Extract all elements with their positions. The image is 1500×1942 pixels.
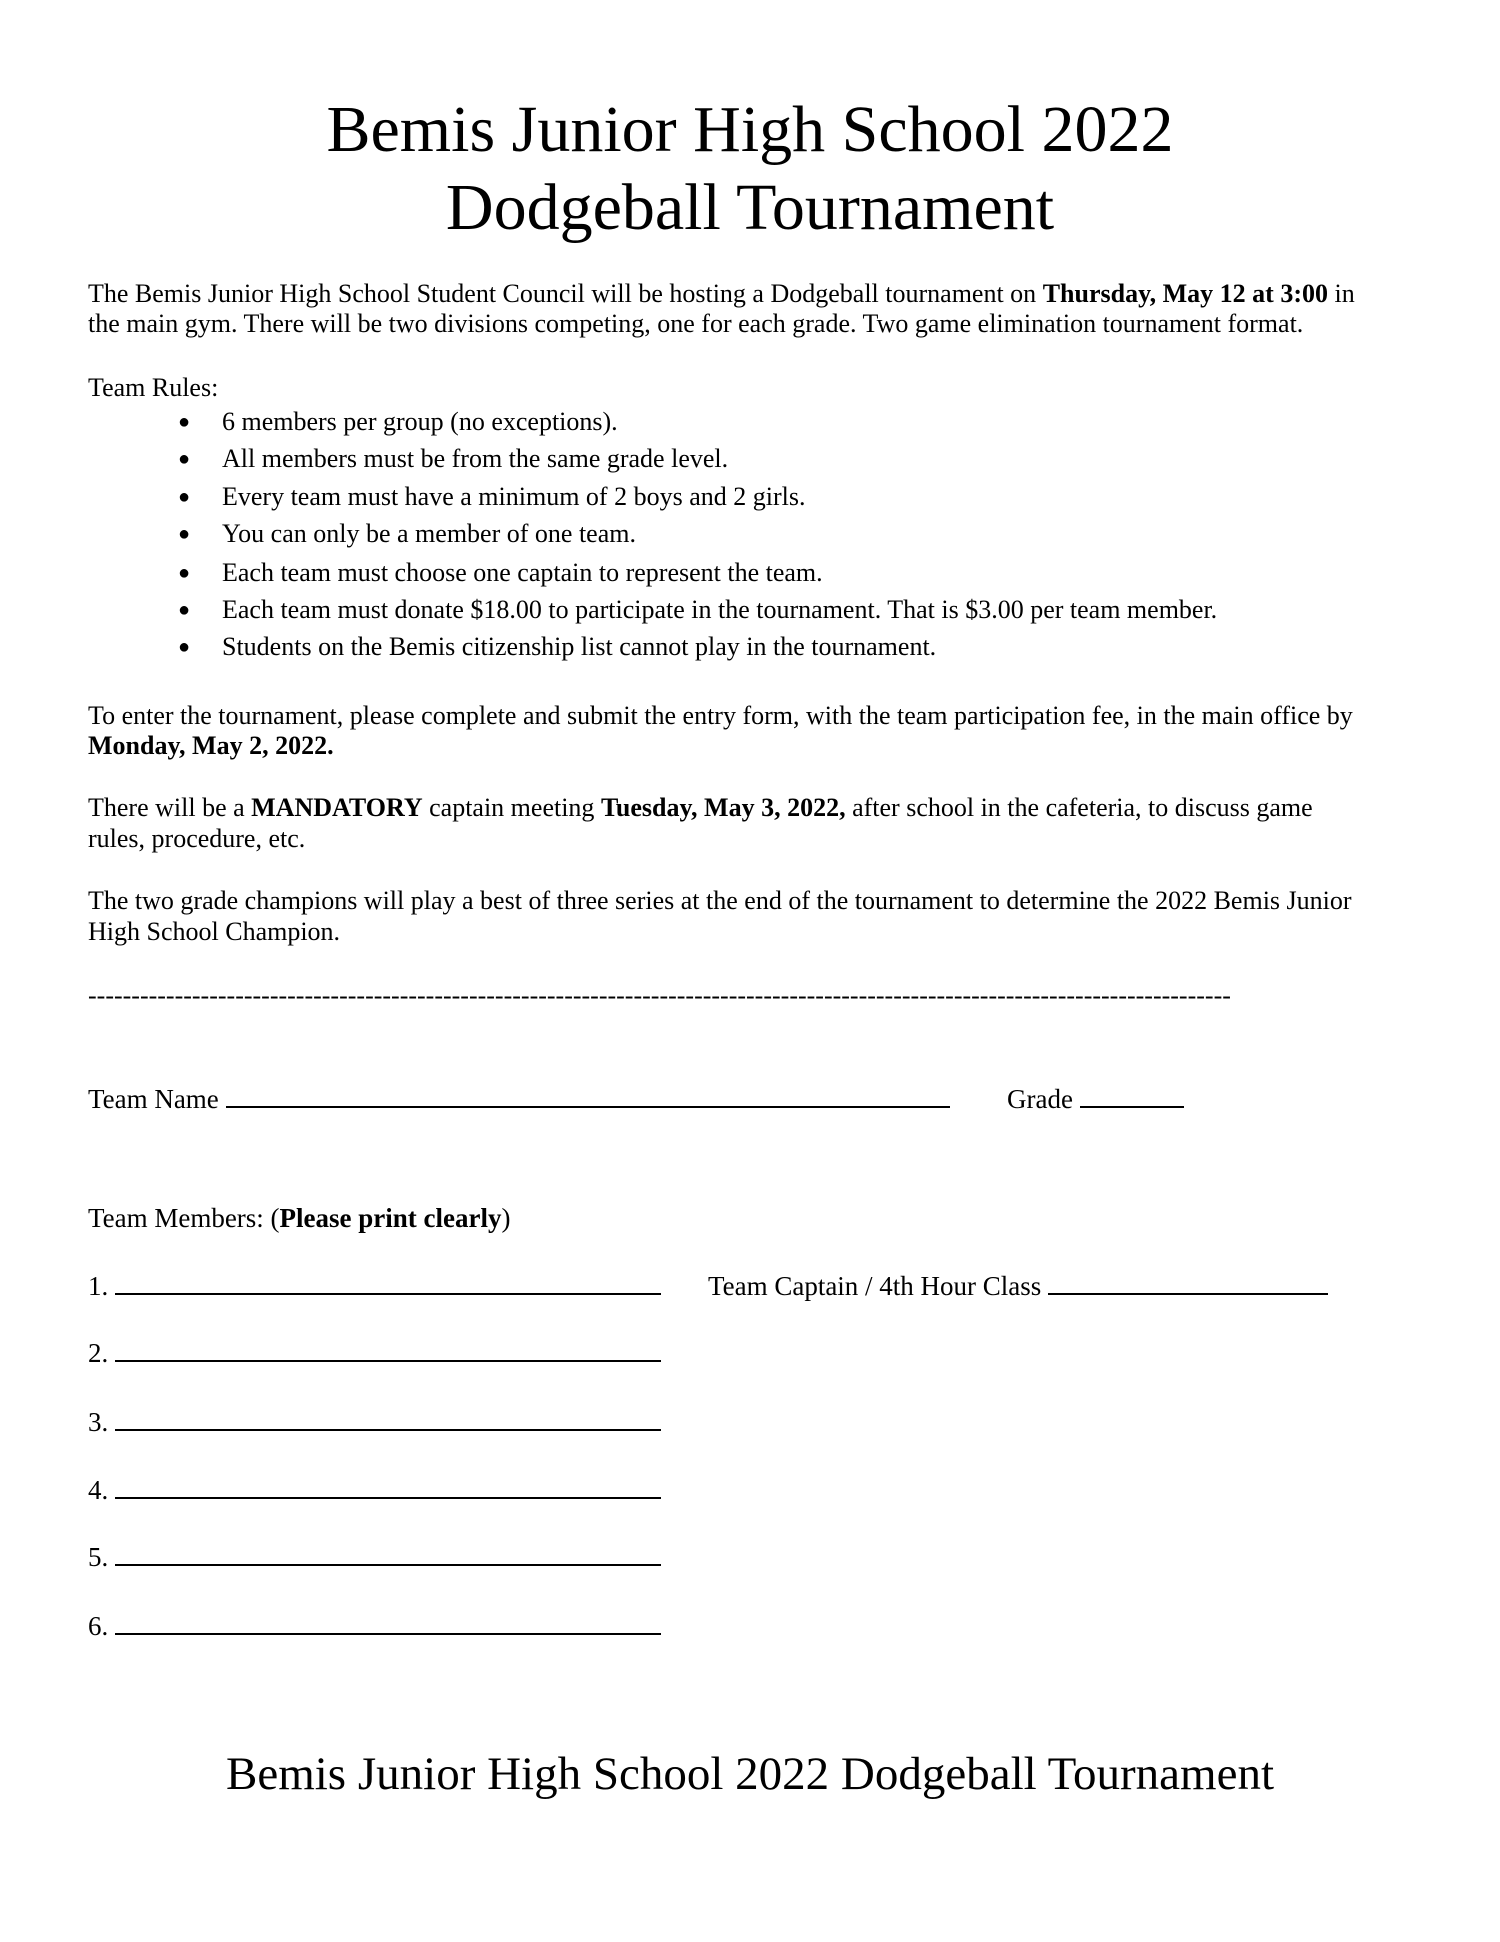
bullet-icon: ● (178, 599, 191, 621)
rule-item: Each team must choose one captain to represent the team. (222, 558, 823, 587)
title-line-1: Bemis Junior High School 2022 (326, 93, 1174, 166)
intro-text: in (1328, 279, 1355, 308)
member-row-2 (88, 1336, 661, 1370)
team-name-row (88, 1082, 950, 1116)
meeting-text: captain meeting (422, 793, 601, 822)
meeting-mandatory: MANDATORY (251, 793, 423, 822)
member-number: 1. (88, 1271, 109, 1301)
member-field[interactable] (115, 1269, 661, 1295)
intro-line-1 (88, 279, 1355, 309)
champions-line-2: High School Champion. (88, 917, 341, 946)
rule-item: Students on the Bemis citizenship list cannot play in the tournament. (222, 632, 937, 661)
entry-deadline: Monday, May 2, 2022. (88, 731, 334, 760)
grade-label: Grade (1007, 1084, 1073, 1114)
members-label-bold: Please print clearly (279, 1203, 502, 1233)
bullet-icon: ● (178, 562, 191, 584)
entry-line-1: To enter the tournament, please complete and submit the entry form, with the team participation fee, in the main office by (88, 701, 1353, 730)
rule-item: All members must be from the same grade level. (222, 444, 729, 473)
member-field[interactable] (115, 1405, 661, 1431)
members-label-text: Team Members: ( (88, 1203, 280, 1233)
member-field[interactable] (115, 1473, 661, 1499)
meeting-text: after school in the cafeteria, to discuss game (845, 793, 1313, 822)
rules-heading: Team Rules: (88, 373, 219, 402)
bullet-icon: ● (178, 448, 191, 470)
members-label-text: ) (501, 1203, 511, 1233)
captain-label: Team Captain / 4th Hour Class (708, 1271, 1042, 1301)
captain-row (708, 1269, 1328, 1303)
captain-field[interactable] (1048, 1269, 1328, 1295)
member-field[interactable] (115, 1336, 661, 1362)
member-number: 2. (88, 1338, 109, 1368)
champions-line-1: The two grade champions will play a best of three series at the end of the tournament to determine the 2022 Bemis Junior (88, 886, 1352, 915)
member-row-6 (88, 1609, 661, 1643)
bullet-icon: ● (178, 411, 191, 433)
rule-item: Each team must donate $18.00 to participate in the tournament. That is $3.00 per team member. (222, 595, 1218, 624)
team-name-field[interactable] (226, 1082, 950, 1108)
footer-title: Bemis Junior High School 2022 Dodgeball Tournament (225, 1748, 1275, 1800)
rule-item: Every team must have a minimum of 2 boys and 2 girls. (222, 482, 806, 511)
entry-line-2 (88, 731, 334, 761)
meeting-line-1 (88, 793, 1313, 823)
rule-item: 6 members per group (no exceptions). (222, 407, 618, 436)
member-row-4 (88, 1473, 661, 1507)
member-row-5 (88, 1540, 661, 1574)
member-number: 3. (88, 1407, 109, 1437)
meeting-date: Tuesday, May 3, 2022, (600, 793, 846, 822)
cut-line-divider: ------------------------------------------------------------------------------------------------------------------------------------ (88, 981, 1231, 1010)
grade-field[interactable] (1080, 1082, 1184, 1108)
title-line-2: Dodgeball Tournament (445, 171, 1055, 244)
intro-line-2: the main gym. There will be two divisions competing, one for each grade. Two game elimination tournament format. (88, 309, 1304, 338)
team-name-label: Team Name (88, 1084, 219, 1114)
member-row-3 (88, 1405, 661, 1439)
member-number: 5. (88, 1542, 109, 1572)
bullet-icon: ● (178, 486, 191, 508)
grade-row (1007, 1082, 1184, 1116)
meeting-line-2: rules, procedure, etc. (88, 824, 306, 853)
member-field[interactable] (115, 1540, 661, 1566)
rule-item: You can only be a member of one team. (222, 519, 636, 548)
member-number: 4. (88, 1475, 109, 1505)
member-row-1 (88, 1269, 661, 1303)
team-members-label (88, 1201, 510, 1235)
intro-date: Thursday, May 12 at 3:00 (1042, 279, 1328, 308)
meeting-text: There will be a (88, 793, 252, 822)
bullet-icon: ● (178, 523, 191, 545)
bullet-icon: ● (178, 636, 191, 658)
intro-text: The Bemis Junior High School Student Council will be hosting a Dodgeball tournament on (88, 279, 1043, 308)
member-field[interactable] (115, 1609, 661, 1635)
member-number: 6. (88, 1611, 109, 1641)
